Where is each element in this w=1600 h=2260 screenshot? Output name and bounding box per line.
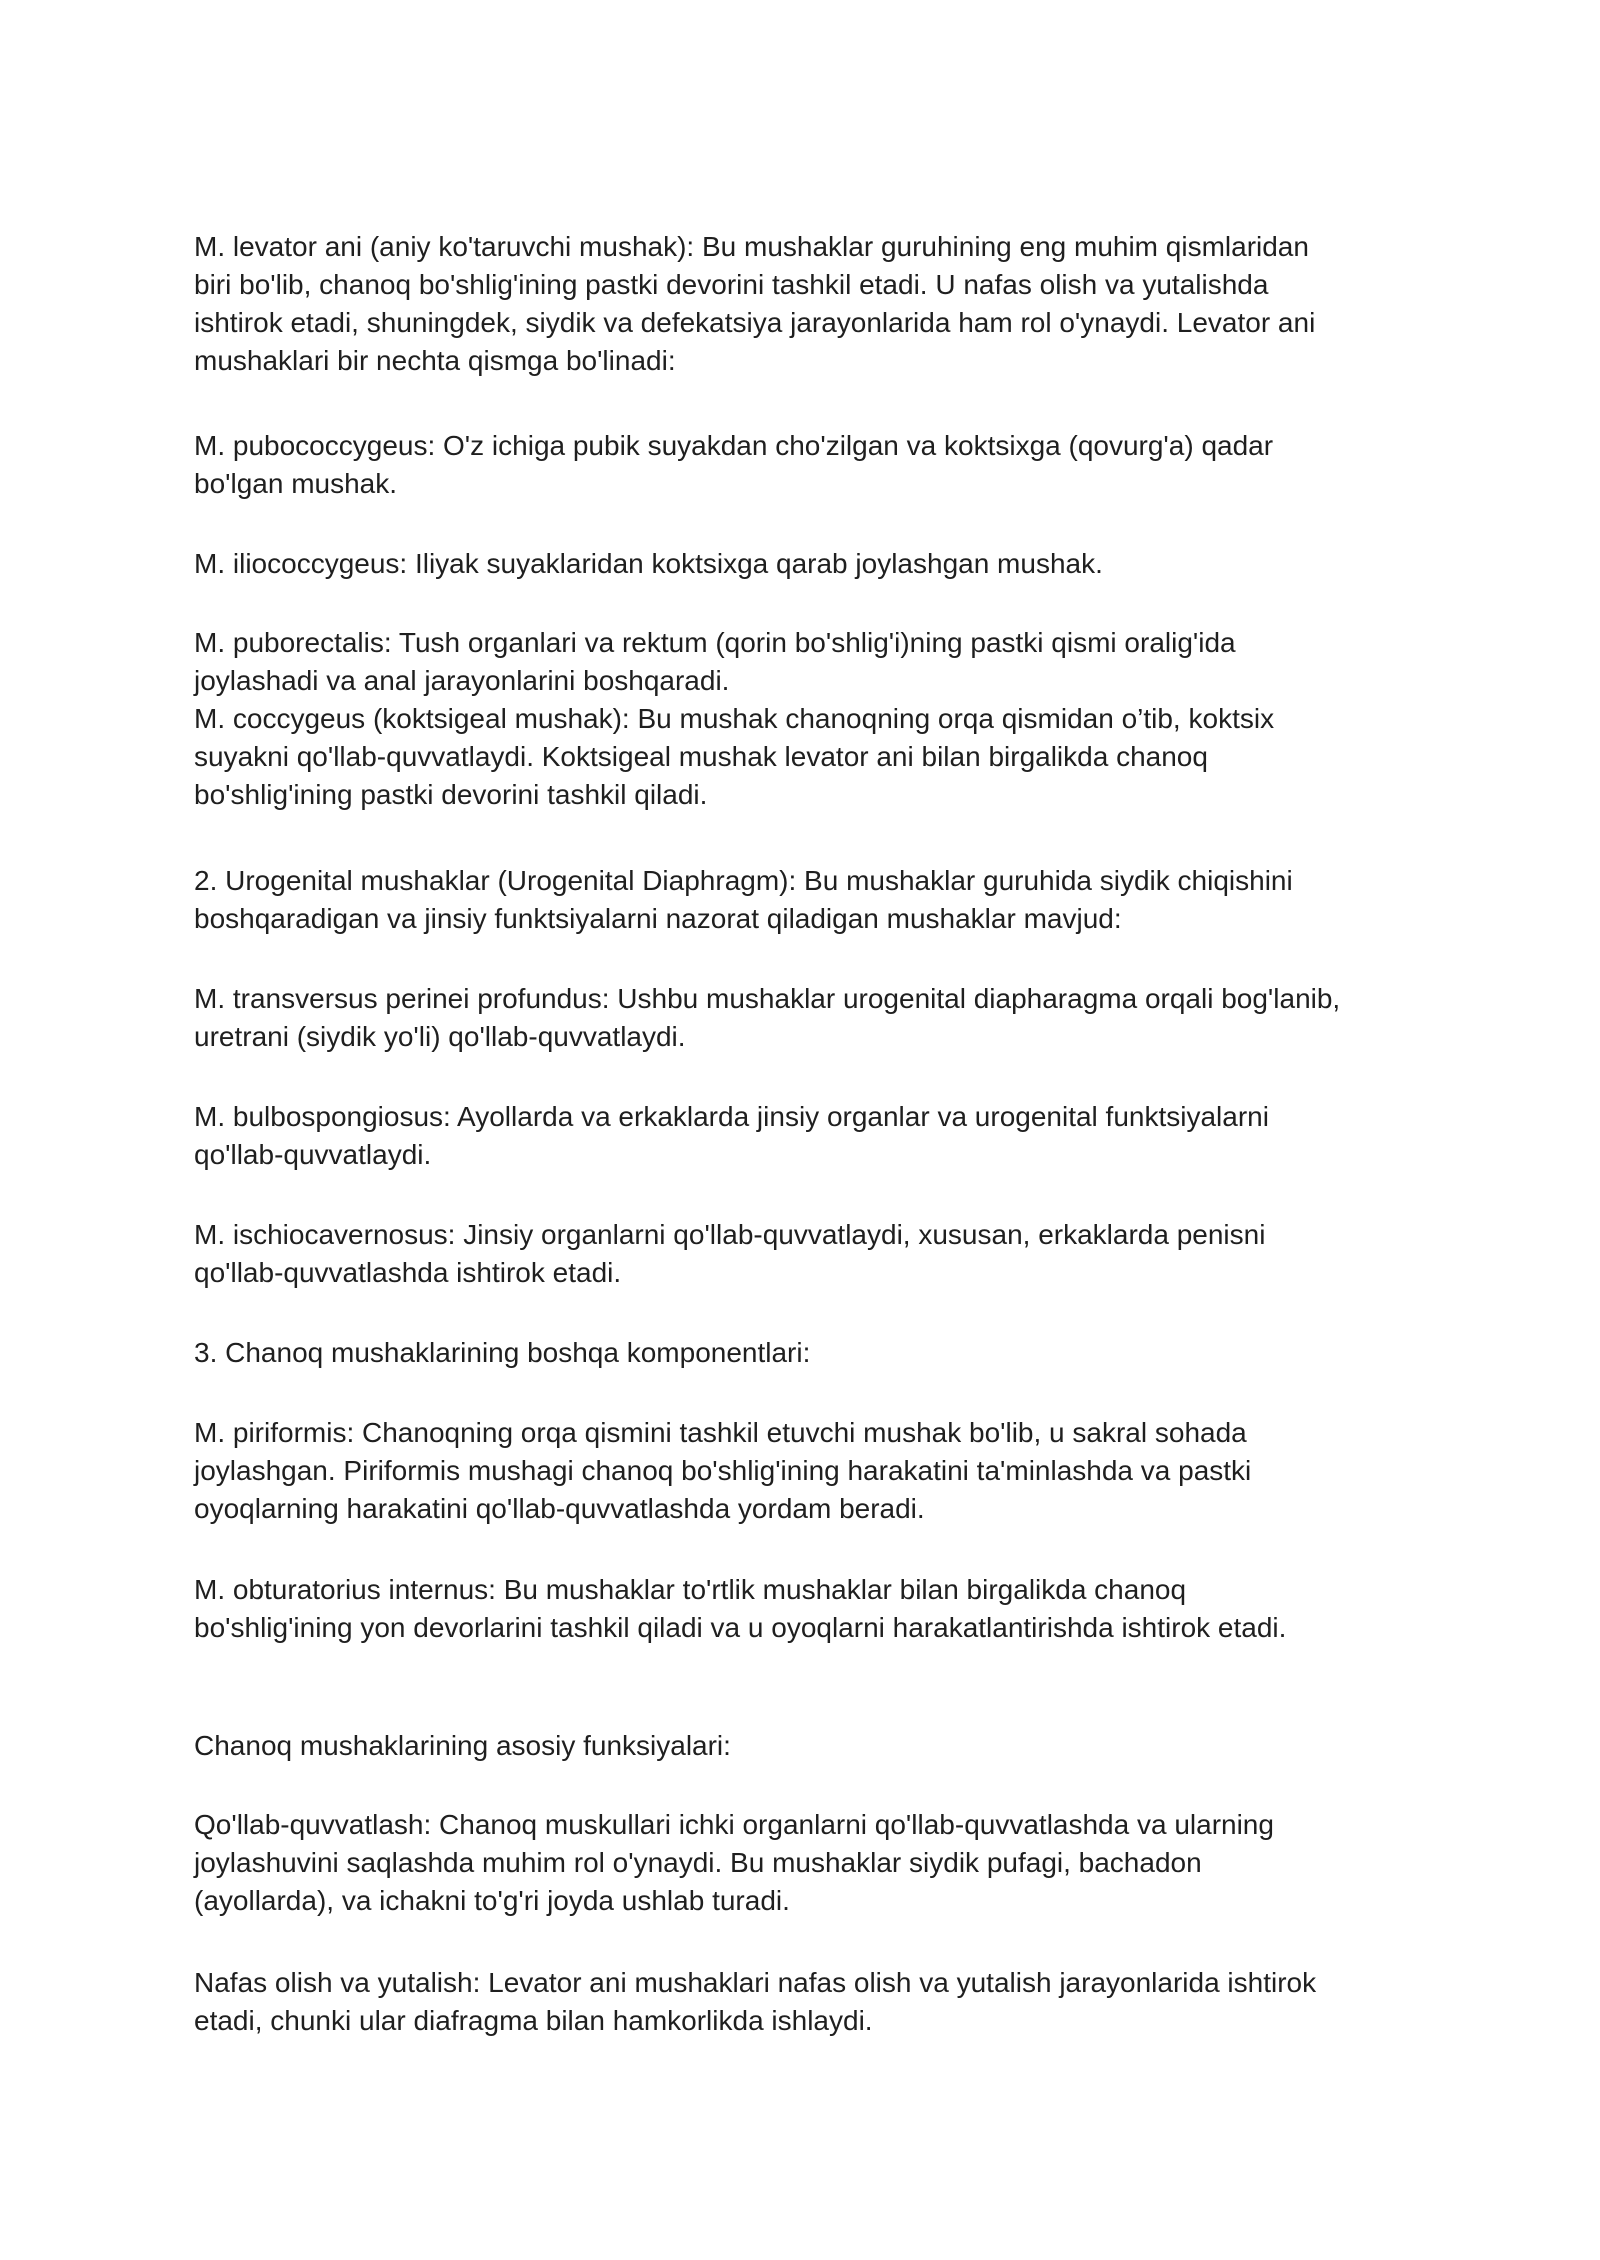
- paragraph-support-function: Qo'llab-quvvatlash: Chanoq muskullari ichki organlarni qo'llab-quvvatlashda va ularning joylashuvini saqlashda muhim rol o'ynaydi. Bu mushaklar siydik pufagi, bachadon (ayollarda), va ichakni to'g'ri joyda ushlab turadi.: [194, 1809, 1274, 1916]
- paragraph-iliococcygeus: M. iliococcygeus: Iliyak suyaklaridan koktsixga qarab joylashgan mushak.: [194, 548, 1103, 579]
- paragraph-ischiocavernosus: M. ischiocavernosus: Jinsiy organlarni qo'llab-quvvatlaydi, xususan, erkaklarda penisni qo'llab-quvvatlashda ishtirok etadi.: [194, 1219, 1266, 1288]
- paragraph-obturatorius-internus: M. obturatorius internus: Bu mushaklar to'rtlik mushaklar bilan birgalikda chanoq bo'shlig'ining yon devorlarini tashkil qiladi va u oyoqlarni harakatlantirishda ishtirok etadi.: [194, 1574, 1287, 1643]
- paragraph-puborectalis-coccygeus: M. puborectalis: Tush organlari va rektum (qorin bo'shlig'i)ning pastki qismi oralig'ida joylashadi va anal jarayonlarini boshqaradi. M. coccygeus (koktsigeal mushak): Bu mushak chanoqning orqa qismidan o’tib, koktsix suyakni qo'llab-quvvatlaydi. Koktsigeal mushak levator ani bilan birgalikda chanoq bo'shlig'ining pastki devorini tashkil qiladi.: [194, 627, 1275, 810]
- section-heading-main-functions: Chanoq mushaklarining asosiy funksiyalari:: [194, 1730, 731, 1761]
- paragraph-levator-ani: M. levator ani (aniy ko'taruvchi mushak): Bu mushaklar guruhining eng muhim qismlaridan biri bo'lib, chanoq bo'shlig'ining pastki devorini tashkil etadi. U nafas olish va yutalishda ishtirok etadi, shuningdek, siydik va defekatsiya jarayonlarida ham rol o'ynaydi. Levator ani mushaklari bir nechta qismga bo'linadi:: [194, 231, 1316, 376]
- paragraph-breathing-coughing: Nafas olish va yutalish: Levator ani mushaklari nafas olish va yutalish jarayonlarida ishtirok etadi, chunki ular diafragma bilan hamkorlikda ishlaydi.: [194, 1967, 1317, 2036]
- paragraph-urogenital-muscles: 2. Urogenital mushaklar (Urogenital Diaphragm): Bu mushaklar guruhida siydik chiqishini boshqaradigan va jinsiy funktsiyalarni nazorat qiladigan mushaklar mavjud:: [194, 865, 1293, 934]
- section-heading-other-components: 3. Chanoq mushaklarining boshqa komponentlari:: [194, 1337, 811, 1368]
- paragraph-bulbospongiosus: M. bulbospongiosus: Ayollarda va erkaklarda jinsiy organlar va urogenital funktsiyalarni qo'llab-quvvatlaydi.: [194, 1101, 1269, 1170]
- paragraph-pubococcygeus: M. pubococcygeus: O'z ichiga pubik suyakdan cho'zilgan va koktsixga (qovurg'a) qadar bo'lgan mushak.: [194, 430, 1274, 499]
- paragraph-transversus-perinei: M. transversus perinei profundus: Ushbu mushaklar urogenital diapharagma orqali bog'lanib, uretrani (siydik yo'li) qo'llab-quvvatlaydi.: [194, 983, 1341, 1052]
- paragraph-piriformis: M. piriformis: Chanoqning orqa qismini tashkil etuvchi mushak bo'lib, u sakral sohada joylashgan. Piriformis mushagi chanoq bo'shlig'ining harakatini ta'minlashda va pastki oyoqlarning harakatini qo'llab-quvvatlashda yordam beradi.: [194, 1417, 1252, 1524]
